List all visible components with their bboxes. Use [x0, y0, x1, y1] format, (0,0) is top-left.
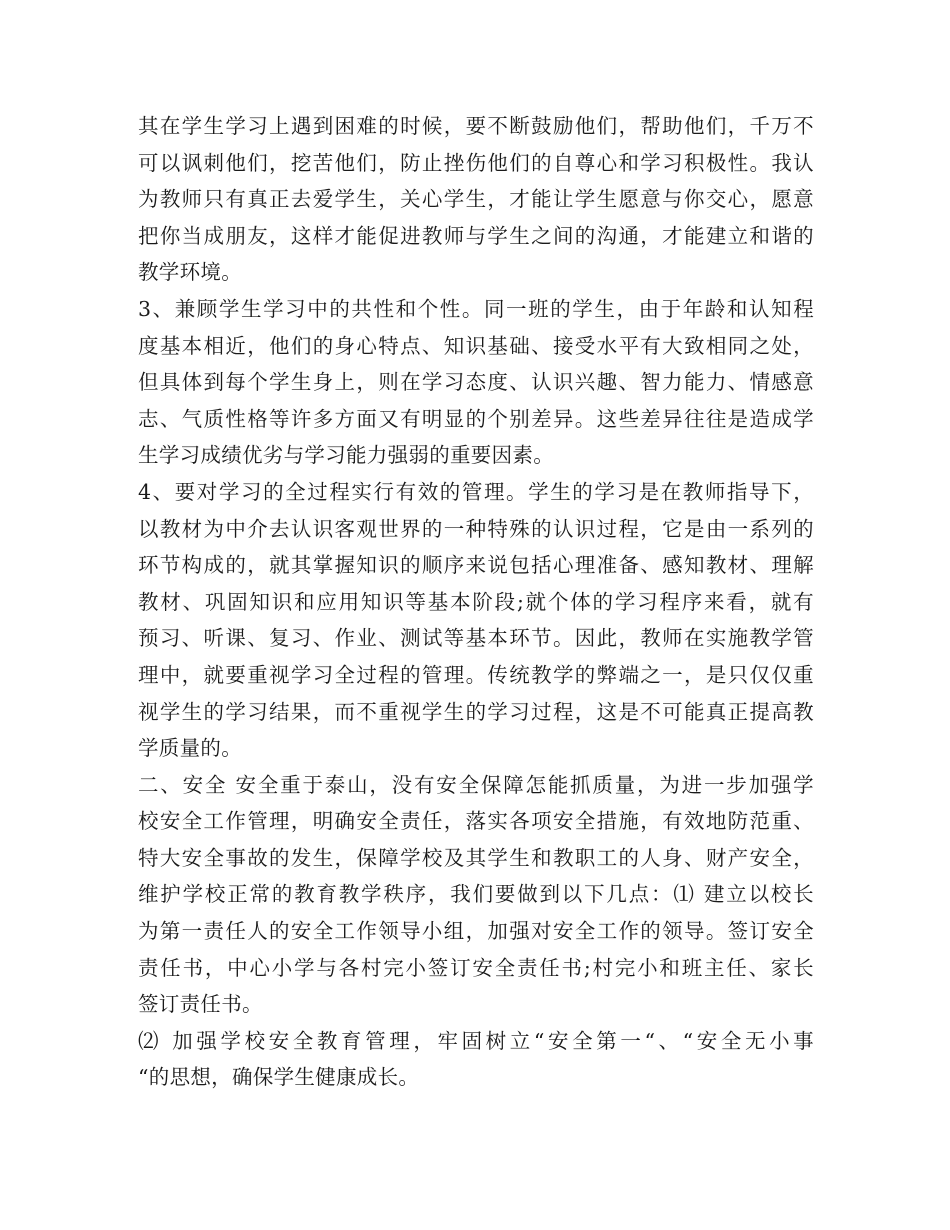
text-line: 以教材为中介去认识客观世界的一种特殊的认识过程，它是由一系列的 — [138, 516, 814, 541]
text-line: 其在学生学习上遇到困难的时候，要不断鼓励他们，帮助他们，千万不 — [138, 114, 814, 138]
text-line: 度基本相近，他们的身心特点、知识基础、接受水平有大致相同之处， — [138, 333, 814, 358]
text-line: 教材、巩固知识和应用知识等基本阶段;就个体的学习程序来看，就有 — [138, 589, 814, 614]
document-body-text — [138, 108, 814, 1096]
text-line: 视学生的学习结果，而不重视学生的学习过程，这是不可能真正提高教 — [138, 699, 814, 724]
text-line: 特大安全事故的发生，保障学校及其学生和教职工的人身、财产安全， — [138, 845, 814, 870]
text-line: 二、安全 安全重于泰山，没有安全保障怎能抓质量，为进一步加强学 — [138, 772, 814, 797]
text-line: 为教师只有真正去爱学生，关心学生，才能让学生愿意与你交心，愿意 — [138, 187, 814, 212]
text-line: 理中，就要重视学习全过程的管理。传统教学的弊端之一，是只仅仅重 — [138, 662, 814, 687]
text-line: 环节构成的，就其掌握知识的顺序来说包括心理准备、感知教材、理解 — [138, 553, 814, 578]
text-line: 把你当成朋友，这样才能促进教师与学生之间的沟通，才能建立和谐的 — [138, 223, 814, 248]
text-line: 学质量的。 — [138, 736, 242, 761]
text-line: 教学环境。 — [138, 260, 242, 285]
text-line: 生学习成绩优劣与学习能力强弱的重要因素。 — [138, 443, 554, 468]
text-line: 维护学校正常的教育教学秩序，我们要做到以下几点：⑴ 建立以校长 — [138, 882, 814, 907]
text-line: 为第一责任人的安全工作领导小组，加强对安全工作的领导。签订安全 — [138, 919, 814, 944]
text-line: 志、气质性格等许多方面又有明显的个别差异。这些差异往往是造成学 — [138, 406, 814, 431]
text-line: 校安全工作管理，明确安全责任，落实各项安全措施，有效地防范重、 — [138, 809, 814, 834]
text-line: 签订责任书。 — [138, 992, 263, 1017]
text-line: 3、兼顾学生学习中的共性和个性。同一班的学生，由于年龄和认知程 — [138, 296, 814, 321]
text-line: 可以讽刺他们，挖苦他们，防止挫伤他们的自尊心和学习积极性。我认 — [138, 150, 814, 175]
text-line: 预习、听课、复习、作业、测试等基本环节。因此，教师在实施教学管 — [138, 626, 814, 651]
text-line: “的思想，确保学生健康成长。 — [138, 1065, 420, 1090]
text-line: 但具体到每个学生身上，则在学习态度、认识兴趣、智力能力、情感意 — [138, 370, 814, 395]
text-line: ⑵ 加强学校安全教育管理，牢固树立“安全第一“、“安全无小事 — [138, 1028, 814, 1053]
text-line: 责任书，中心小学与各村完小签订安全责任书;村完小和班主任、家长 — [138, 955, 814, 980]
text-line: 4、要对学习的全过程实行有效的管理。学生的学习是在教师指导下， — [138, 479, 814, 504]
